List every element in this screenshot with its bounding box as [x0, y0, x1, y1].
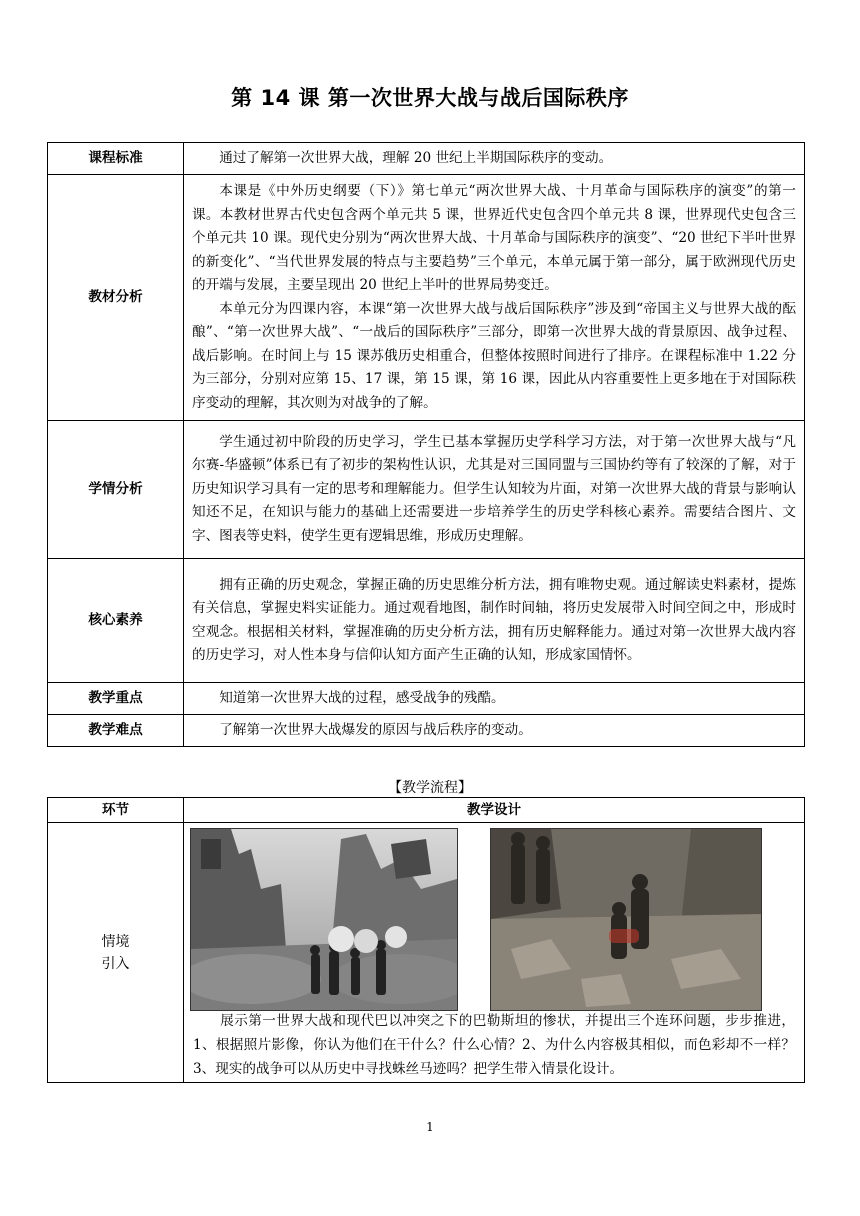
- paragraph: 了解第一次世界大战爆发的原因与战后秩序的变动。: [219, 721, 532, 738]
- stage-intro: [48, 823, 184, 1083]
- label-textbook-analysis: 教材分析: [48, 175, 184, 421]
- row-difficult-points: [48, 715, 805, 747]
- label-key-points: 教学重点: [48, 683, 184, 715]
- content-student-analysis: [184, 421, 805, 559]
- page-number: 1: [426, 1120, 434, 1134]
- palestine-ruins-photo: [490, 828, 762, 1011]
- row-student-analysis: [48, 421, 805, 559]
- photo-row: [185, 824, 803, 1009]
- content-core-literacy: [184, 559, 805, 683]
- flow-row-intro: [48, 823, 805, 1083]
- page-title: 第 14 课 第一次世界大战与战后国际秩序: [231, 86, 629, 110]
- label-core-literacy: 核心素养: [48, 559, 184, 683]
- paragraph: 知道第一次世界大战的过程，感受战争的残酷。: [219, 689, 505, 706]
- paragraph: 学生通过初中阶段的历史学习，学生已基本掌握历史学科学习方法，对于第一次世界大战与“凡尔赛-华盛顿”体系已有了初步的架构性认识，尤其是对三国同盟与三国协约等有了较深的了解，对于历史知识学习具有一定的思考和理解能力。但学生认知较为片面，对第一次世界大战的背景与影响认知还不足，在知识与能力的基础上还需要进一步培养学生的历史学科核心素养。需要结合图片、文字、图表等史料，使学生更有逻辑思维，形成历史理解。: [192, 433, 796, 544]
- intro-description: 展示第一世界大战和现代巴以冲突之下的巴勒斯坦的惨状，并提出三个连环问题，步步推进，1、根据照片影像，你认为他们在干什么？什么心情？2、为什么内容极其相似，而色彩却不一样？3、现实的战争可以从历史中寻找蛛丝马迹吗？把学生带入情景化设计。: [193, 1013, 795, 1077]
- header-design: 教学设计: [184, 798, 805, 823]
- stage-label-line2: 引入: [101, 955, 130, 972]
- row-core-literacy: [48, 559, 805, 683]
- row-textbook-analysis: [48, 175, 805, 421]
- teaching-flow-heading: 【教学流程】: [388, 780, 472, 796]
- flow-header-row: [48, 798, 805, 823]
- course-info-table: [47, 142, 805, 747]
- paragraph: 拥有正确的历史观念，掌握正确的历史思维分析方法，拥有唯物史观。通过解读史料素材，提炼有关信息，掌握史料实证能力。通过观看地图，制作时间轴，将历史发展带入时间空间之中，形成时空观念。根据相关材料，掌握准确的历史分析方法，拥有历史解释能力。通过对第一次世界大战内容的历史学习，对人性本身与信仰认知方面产生正确的认知，形成家国情怀。: [192, 576, 796, 663]
- label-difficult-points: 教学难点: [48, 715, 184, 747]
- content-course-standard: [184, 143, 805, 175]
- row-course-standard: [48, 143, 805, 175]
- label-student-analysis: 学情分析: [48, 421, 184, 559]
- teaching-flow-table: [47, 797, 805, 1083]
- ww1-ruins-photo: [190, 828, 458, 1011]
- content-textbook-analysis: [184, 175, 805, 421]
- paragraph: 本课是《中外历史纲要（下）》第七单元“两次世界大战、十月革命与国际秩序的演变”的第一课。本教材世界古代史包含两个单元共 5 课，世界近代史包含四个单元共 8 课，世界现代史包含三个单元共 10 课。现代史分别为“两次世界大战、十月革命与国际秩序的演变”、“20 世纪下半叶世界的新变化”、“当代世界发展的特点与主要趋势”三个单元，本单元属于第一部分，属于欧洲现代历史的开端与发展，主要呈现出 20 世纪上半叶的世界局势变迁。: [192, 183, 796, 293]
- content-difficult-points: [184, 715, 805, 747]
- content-key-points: [184, 683, 805, 715]
- paragraph: 通过了解第一次世界大战，理解 20 世纪上半期国际秩序的变动。: [219, 149, 613, 166]
- row-key-points: [48, 683, 805, 715]
- stage-label-line1: 情境: [101, 933, 130, 950]
- paragraph: 本单元分为四课内容，本课“第一次世界大战与战后国际秩序”涉及到“帝国主义与世界大战的酝酿”、“第一次世界大战”、“一战后的国际秩序”三部分，即第一次世界大战的背景原因、战争过程、战后影响。在时间上与 15 课苏俄历史相重合，但整体按照时间进行了排序。在课程标准中 1.22 分为三部分，分别对应第 15、17 课，第 15 课，第 16 课，因此从内容重要性上更多地在于对国际秩序变动的理解，其次则为对战争的了解。: [192, 300, 796, 411]
- label-course-standard: 课程标准: [48, 143, 184, 175]
- header-stage: 环节: [48, 798, 184, 823]
- design-intro: [184, 823, 805, 1083]
